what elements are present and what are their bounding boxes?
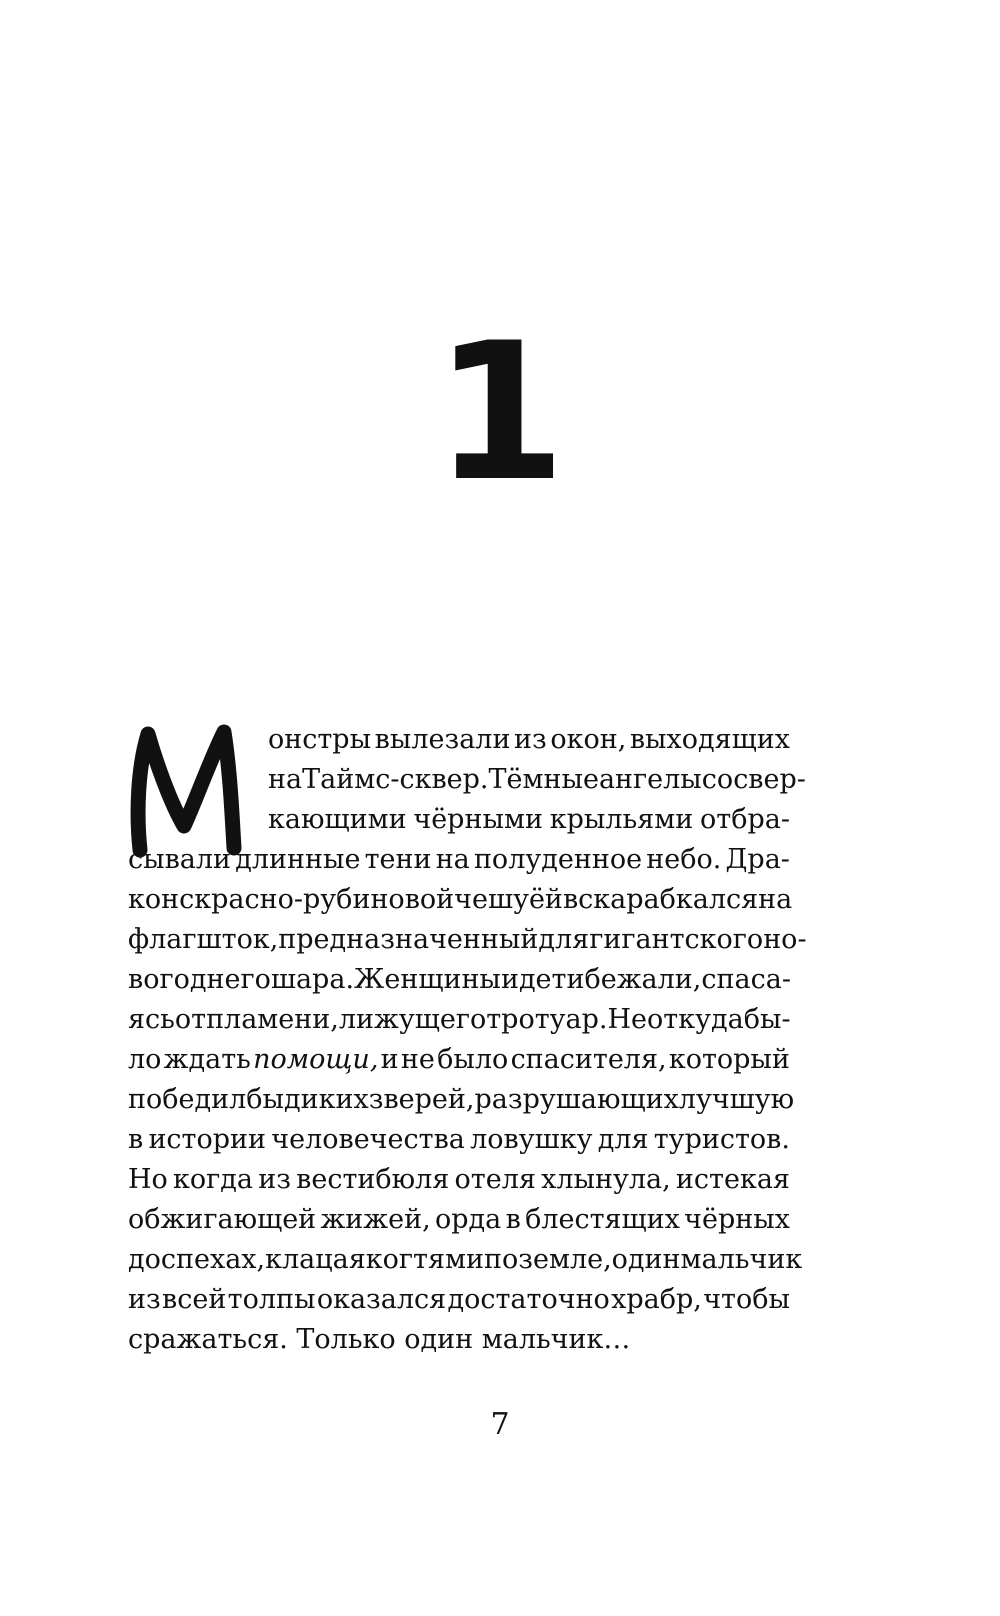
text-line: кон с красно-рубиновой чешуёй вскарабкался на <box>128 884 793 915</box>
text-line: ясь от пламени, лижущего тротуар. Неоткуда бы- <box>128 1004 791 1035</box>
text-line: ло ждать помощи, и не было спасителя, который <box>128 1044 790 1075</box>
text-line: доспехах, клацая когтями по земле, один мальчик <box>128 1244 803 1275</box>
text-line: флагшток, предназначенный для гигантского но- <box>128 924 807 955</box>
text-line: в истории человечества ловушку для туристов. <box>128 1124 790 1155</box>
text-line: на Таймс-сквер. Тёмные ангелы со свер- <box>268 764 806 795</box>
text-line: кающими чёрными крыльями отбра- <box>268 804 790 835</box>
text-line: вогоднего шара. Женщины и дети бежали, спаса- <box>128 964 791 995</box>
text-line: победил бы диких зверей, разрушающих лучшую <box>128 1084 795 1115</box>
text-line: из всей толпы оказался достаточно храбр, чтобы <box>128 1284 790 1315</box>
text-line: сывали длинные тени на полуденное небо. Дра- <box>128 844 790 875</box>
text-line: обжигающей жижей, орда в блестящих чёрных <box>128 1204 790 1235</box>
chapter-number: 1 <box>433 302 567 523</box>
page-number: 7 <box>490 1407 510 1442</box>
text-line: сражаться. Только один мальчик… <box>128 1324 631 1355</box>
text-line: Но когда из вестибюля отеля хлынула, истекая <box>128 1164 790 1195</box>
text-line: онстры вылезали из окон, выходящих <box>268 724 790 755</box>
